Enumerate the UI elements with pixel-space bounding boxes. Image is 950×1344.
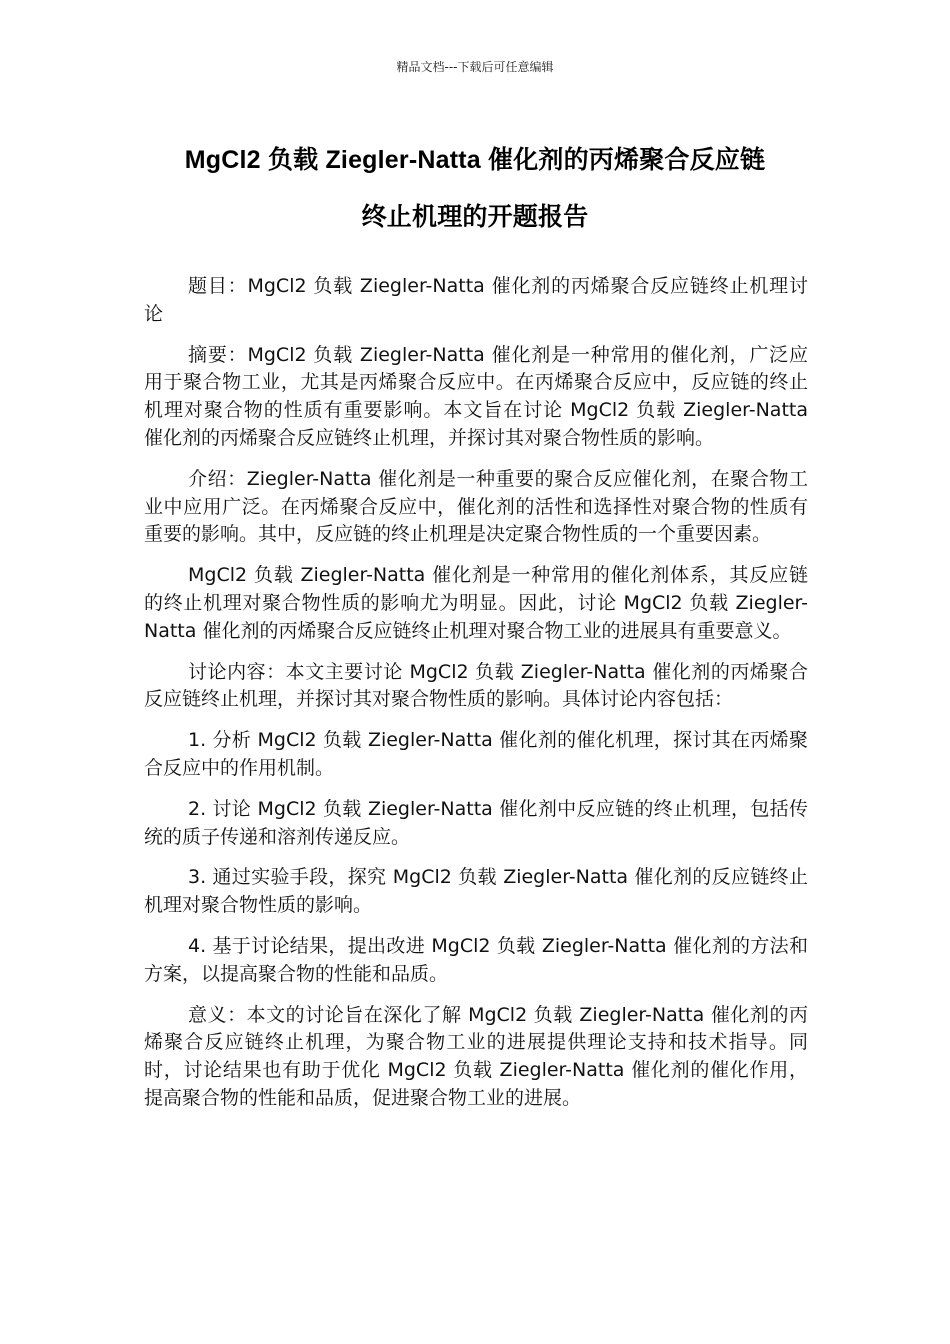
document-title-line-1: MgCl2 负载 Ziegler-Natta 催化剂的丙烯聚合反应链 (184, 146, 766, 174)
page-header-note: 精品文档---下载后可任意编辑 (396, 60, 554, 74)
paragraph-significance: 意义：本文的讨论旨在深化了解 MgCl2 负载 Ziegler-Natta 催化剂的丙烯聚合反应链终止机理，为聚合物工业的进展提供理论支持和技术指导。同时，讨论结果也有助于优化 MgCl2 负载 Ziegler-Natta 催化剂的催化作用，提高聚合物的性能和品质，促进聚合物工业的进展。 (144, 1003, 808, 1109)
list-item-2: 2. 讨论 MgCl2 负载 Ziegler-Natta 催化剂中反应链的终止机理，包括传统的质子传递和溶剂传递反应。 (144, 797, 808, 848)
list-item-4: 4. 基于讨论结果，提出改进 MgCl2 负载 Ziegler-Natta 催化剂的方法和方案，以提高聚合物的性能和品质。 (144, 934, 808, 985)
paragraph-abstract: 摘要：MgCl2 负载 Ziegler-Natta 催化剂是一种常用的催化剂，广泛应用于聚合物工业，尤其是丙烯聚合反应中。在丙烯聚合反应中，反应链的终止机理对聚合物的性质有重要影响。本文旨在讨论 MgCl2 负载 Ziegler-Natta 催化剂的丙烯聚合反应链终止机理，并探讨其对聚合物性质的影响。 (144, 343, 808, 449)
document-body (144, 273, 808, 1126)
paragraph-catalyst-system: MgCl2 负载 Ziegler-Natta 催化剂是一种常用的催化剂体系，其反应链的终止机理对聚合物性质的影响尤为明显。因此，讨论 MgCl2 负载 Ziegler-Natta 催化剂的丙烯聚合反应链终止机理对聚合物工业的进展具有重要意义。 (144, 564, 808, 642)
list-item-3: 3. 通过实验手段，探究 MgCl2 负载 Ziegler-Natta 催化剂的反应链终止机理对聚合物性质的影响。 (144, 866, 808, 917)
list-item-1: 1. 分析 MgCl2 负载 Ziegler-Natta 催化剂的催化机理，探讨其在丙烯聚合反应中的作用机制。 (144, 729, 808, 779)
paragraph-topic: 题目：MgCl2 负载 Ziegler-Natta 催化剂的丙烯聚合反应链终止机理讨论 (144, 275, 808, 325)
document-title-line-2: 终止机理的开题报告 (361, 203, 589, 231)
paragraph-introduction: 介绍：Ziegler-Natta 催化剂是一种重要的聚合反应催化剂，在聚合物工业中应用广泛。在丙烯聚合反应中，催化剂的活性和选择性对聚合物的性质有重要的影响。其中，反应链的终止机理是决定聚合物性质的一个重要因素。 (144, 467, 808, 546)
paragraph-research-content: 讨论内容：本文主要讨论 MgCl2 负载 Ziegler-Natta 催化剂的丙烯聚合反应链终止机理，并探讨其对聚合物性质的影响。具体讨论内容包括： (144, 660, 808, 711)
